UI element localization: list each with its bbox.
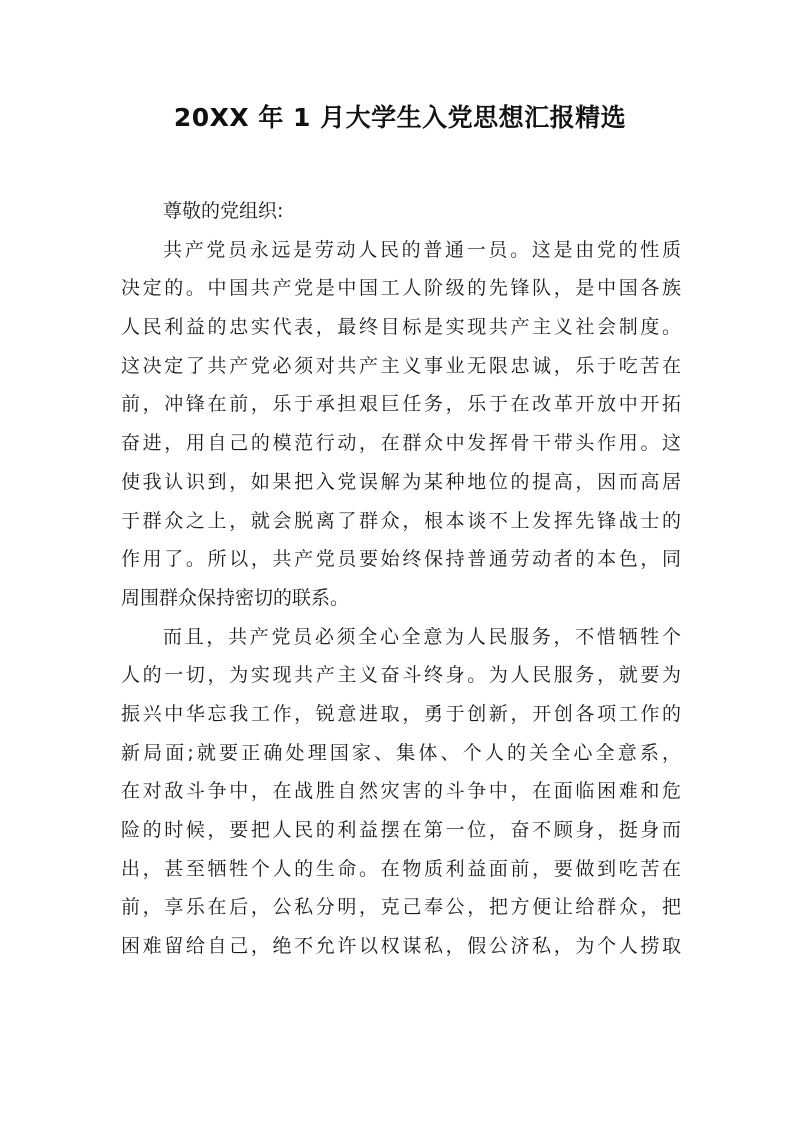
- paragraph-line: 这决定了共产党必须对共产主义事业无限忠诚，乐于吃苦在: [121, 354, 681, 377]
- paragraph-line: 共产党员永远是劳动人民的普通一员。这是由党的性质: [163, 238, 681, 261]
- paragraph-line: 在对敌斗争中，在战胜自然灾害的斗争中，在面临困难和危: [121, 780, 681, 803]
- paragraph-line: 使我认识到，如果把入党误解为某种地位的提高，因而高居: [121, 470, 681, 493]
- paragraph-line: 奋进，用自己的模范行动，在群众中发挥骨干带头作用。这: [121, 432, 681, 455]
- salutation: 尊敬的党组织:: [163, 200, 284, 222]
- paragraph-line: 困难留给自己，绝不允许以权谋私，假公济私，为个人捞取: [121, 935, 681, 958]
- document-body: [121, 192, 681, 966]
- paragraph-line: 决定的。中国共产党是中国工人阶级的先锋队，是中国各族: [121, 277, 681, 300]
- paragraph-line: 振兴中华忘我工作，锐意进取，勇于创新，开创各项工作的: [121, 702, 681, 725]
- paragraph-line: 周围群众保持密切的联系。: [121, 586, 350, 609]
- paragraph-line: 作用了。所以，共产党员要始终保持普通劳动者的本色，同: [121, 548, 681, 571]
- paragraph-1: [121, 231, 681, 618]
- page-title: 20XX 年 1 月大学生入党思想汇报精选: [173, 103, 627, 132]
- paragraph-2: [121, 618, 681, 966]
- paragraph-line: 险的时候，要把人民的利益摆在第一位，奋不顾身，挺身而: [121, 819, 681, 841]
- paragraph-line: 而且，共产党员必须全心全意为人民服务，不惜牺牲个: [163, 625, 681, 648]
- paragraph-line: 出，甚至牺牲个人的生命。在物质利益面前，要做到吃苦在: [121, 857, 681, 880]
- paragraph-line: 人民利益的忠实代表，最终目标是实现共产主义社会制度。: [121, 316, 681, 339]
- paragraph-line: 前，享乐在后，公私分明，克己奉公，把方便让给群众，把: [121, 896, 681, 919]
- paragraph-line: 前，冲锋在前，乐于承担艰巨任务，乐于在改革开放中开拓: [121, 393, 681, 416]
- paragraph-line: 人的一切，为实现共产主义奋斗终身。为人民服务，就要为: [121, 664, 681, 687]
- paragraph-line: 于群众之上，就会脱离了群众，根本谈不上发挥先锋战士的: [121, 509, 681, 532]
- paragraph-line: 新局面;就要正确处理国家、集体、个人的关全心全意系，: [121, 741, 681, 764]
